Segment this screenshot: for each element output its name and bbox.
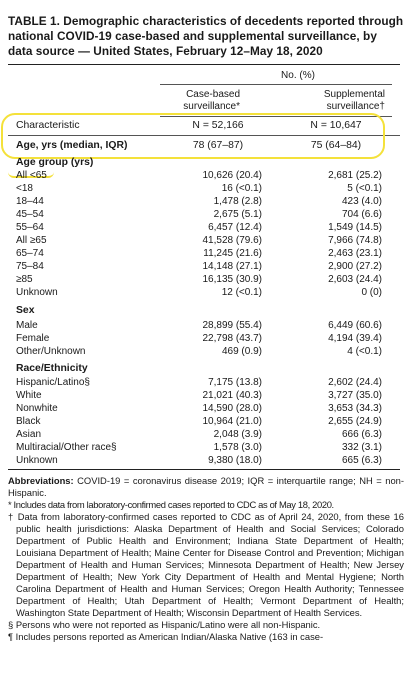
column-header-case-based bbox=[150, 89, 240, 113]
row-supplemental: 5 (<0.1) bbox=[347, 183, 382, 194]
row-supplemental: 332 (3.1) bbox=[341, 442, 382, 453]
row-label: <18 bbox=[16, 183, 33, 194]
row-supplemental: 665 (6.3) bbox=[341, 455, 382, 466]
table-row bbox=[8, 274, 400, 286]
row-case-based: 14,590 (28.0) bbox=[202, 403, 262, 414]
table-row bbox=[8, 235, 400, 247]
footnote-pilcrow: ¶ Includes persons reported as American Indian/Alaska Native (163 in case- bbox=[8, 631, 324, 642]
row-case-based: 1,578 (3.0) bbox=[213, 442, 262, 453]
row-supplemental: 2,681 (25.2) bbox=[328, 170, 382, 181]
row-label: White bbox=[16, 390, 42, 401]
row-supplemental: 7,966 (74.8) bbox=[328, 235, 382, 246]
row-label: 65–74 bbox=[16, 248, 44, 259]
row-supplemental: 704 (6.6) bbox=[341, 209, 382, 220]
spanner-rule bbox=[160, 84, 392, 85]
row-supplemental: 3,727 (35.0) bbox=[328, 390, 382, 401]
column-header-supplemental-line1: Supplemental bbox=[323, 89, 385, 100]
age-median-label: Age, yrs (median, IQR) bbox=[16, 140, 128, 151]
row-label: All <65 bbox=[16, 170, 47, 181]
table-title bbox=[8, 14, 404, 59]
row-case-based: 1,478 (2.8) bbox=[213, 196, 262, 207]
footnote-asterisk: * Includes data from laboratory-confirmed cases reported to CDC as of May 18, 2020. bbox=[8, 499, 334, 510]
row-label: Multiracial/Other race§ bbox=[16, 442, 117, 453]
age-median-supplemental: 75 (64–84) bbox=[310, 140, 362, 151]
table-row bbox=[8, 429, 400, 441]
table-row bbox=[8, 403, 400, 415]
row-label: 45–54 bbox=[16, 209, 44, 220]
row-case-based: 22,798 (43.7) bbox=[202, 333, 262, 344]
row-case-based: 11,245 (21.6) bbox=[203, 248, 262, 259]
section-heading-race-ethnicity: Race/Ethnicity bbox=[16, 363, 88, 374]
table-row bbox=[8, 346, 400, 358]
row-case-based: 12 (<0.1) bbox=[221, 287, 262, 298]
characteristic-label: Characteristic bbox=[16, 120, 80, 131]
row-supplemental: 0 (0) bbox=[361, 287, 382, 298]
column-header-case-based-line1: Case-based bbox=[186, 89, 240, 100]
row-supplemental: 423 (4.0) bbox=[341, 196, 382, 207]
row-label: 55–64 bbox=[16, 222, 44, 233]
row-case-based: 10,626 (20.4) bbox=[202, 170, 262, 181]
row-label: Hispanic/Latino§ bbox=[16, 377, 90, 388]
table-title-text: Demographic characteristics of decedents reported through national COVID-19 case-based and supplemental surveillance, by data source — United States, February 12–May 18, 2020 bbox=[8, 14, 404, 58]
row-label: Other/Unknown bbox=[16, 346, 86, 357]
section-heading-age-group: Age group (yrs) bbox=[16, 157, 94, 168]
row-case-based: 14,148 (27.1) bbox=[202, 261, 262, 272]
row-label: 18–44 bbox=[16, 196, 44, 207]
row-supplemental: 2,463 (23.1) bbox=[328, 248, 382, 259]
row-supplemental: 2,900 (27.2) bbox=[328, 261, 382, 272]
row-supplemental: 1,549 (14.5) bbox=[328, 222, 382, 233]
row-case-based: 28,899 (55.4) bbox=[202, 320, 262, 331]
table-row bbox=[8, 455, 400, 467]
row-case-based: 469 (0.9) bbox=[221, 346, 262, 357]
table-row bbox=[8, 209, 400, 221]
row-label: Asian bbox=[16, 429, 42, 440]
column-header-case-based-line2: surveillance* bbox=[183, 101, 240, 112]
row-supplemental: 2,602 (24.4) bbox=[328, 377, 382, 388]
table-row bbox=[8, 333, 400, 345]
table-row bbox=[8, 261, 400, 273]
table-row bbox=[8, 222, 400, 234]
row-supplemental: 666 (6.3) bbox=[341, 429, 382, 440]
table-number: TABLE 1. bbox=[8, 14, 60, 28]
row-case-based: 2,675 (5.1) bbox=[213, 209, 262, 220]
abbreviations-note bbox=[8, 475, 404, 499]
age-median-case-based: 78 (67–87) bbox=[192, 140, 244, 151]
table-row bbox=[8, 416, 400, 428]
row-case-based: 9,380 (18.0) bbox=[208, 455, 262, 466]
row-label: Unknown bbox=[16, 455, 58, 466]
column-header-supplemental bbox=[270, 89, 385, 113]
table-row bbox=[8, 183, 400, 195]
table-row bbox=[8, 248, 400, 260]
footnote-section: § Persons who were not reported as Hispanic/Latino were all non-Hispanic. bbox=[8, 619, 321, 630]
row-supplemental: 6,449 (60.6) bbox=[328, 320, 382, 331]
row-case-based: 10,964 (21.0) bbox=[202, 416, 262, 427]
row-supplemental: 4,194 (39.4) bbox=[328, 333, 382, 344]
row-label: Nonwhite bbox=[16, 403, 58, 414]
row-label: Black bbox=[16, 416, 41, 427]
abbreviations-text: COVID-19 = coronavirus disease 2019; IQR = interquartile range; NH = non-Hispanic. bbox=[8, 475, 404, 498]
row-case-based: 21,021 (40.3) bbox=[202, 390, 262, 401]
row-case-based: 7,175 (13.8) bbox=[208, 377, 262, 388]
row-label: Unknown bbox=[16, 287, 58, 298]
footnote-dagger: † Data from laboratory-confirmed cases reported to CDC as of April 24, 2020, from these 16 public health jurisdictions: Alaska Department of Health and Social Services; Colorado Department of Public Health and Environment; Indiana State Department of Health; Louisiana Department of Health; Maine Center for Disease Control and Prevention; Michigan Department of Health and Human Services; Minnesota Department of Health; New Jersey Department of Health; New York City Department of Health and Mental Hygiene; North Carolina Department of Health and Human Services; Oregon Health Authority; Tennessee Department of Health; Utah Department of Health; Vermont Department of Health; Washington State Department of Health; Wisconsin Department of Health Services. bbox=[8, 511, 404, 618]
row-label: Male bbox=[16, 320, 38, 331]
top-rule bbox=[8, 64, 400, 65]
table-footnotes bbox=[8, 475, 404, 643]
row-supplemental: 2,603 (24.4) bbox=[328, 274, 382, 285]
row-label: ≥85 bbox=[16, 274, 33, 285]
no-pct-header: No. (%) bbox=[281, 70, 315, 81]
row-label: All ≥65 bbox=[16, 235, 47, 246]
row-case-based: 16,135 (30.9) bbox=[202, 274, 262, 285]
row-label: 75–84 bbox=[16, 261, 44, 272]
abbreviations-label: Abbreviations: bbox=[8, 475, 74, 486]
row-case-based: 41,528 (79.6) bbox=[202, 235, 262, 246]
table-row bbox=[8, 377, 400, 389]
table-row bbox=[8, 196, 400, 208]
row-case-based: 16 (<0.1) bbox=[221, 183, 262, 194]
row-supplemental: 3,653 (34.3) bbox=[328, 403, 382, 414]
table-row bbox=[8, 170, 400, 182]
bottom-rule bbox=[8, 469, 400, 470]
column-header-supplemental-line2: surveillance† bbox=[326, 101, 385, 112]
row-case-based: 2,048 (3.9) bbox=[213, 429, 262, 440]
row-supplemental: 4 (<0.1) bbox=[347, 346, 382, 357]
section-heading-sex: Sex bbox=[16, 305, 35, 316]
characteristic-n-case-based: N = 52,166 bbox=[192, 120, 244, 131]
row-label: Female bbox=[16, 333, 50, 344]
table-row bbox=[8, 320, 400, 332]
row-case-based: 6,457 (12.4) bbox=[208, 222, 262, 233]
yellow-highlight-box bbox=[1, 113, 385, 159]
table-row bbox=[8, 390, 400, 402]
table-row bbox=[8, 442, 400, 454]
characteristic-n-supplemental: N = 10,647 bbox=[310, 120, 362, 131]
table-row bbox=[8, 287, 400, 299]
row-supplemental: 2,655 (24.9) bbox=[328, 416, 382, 427]
